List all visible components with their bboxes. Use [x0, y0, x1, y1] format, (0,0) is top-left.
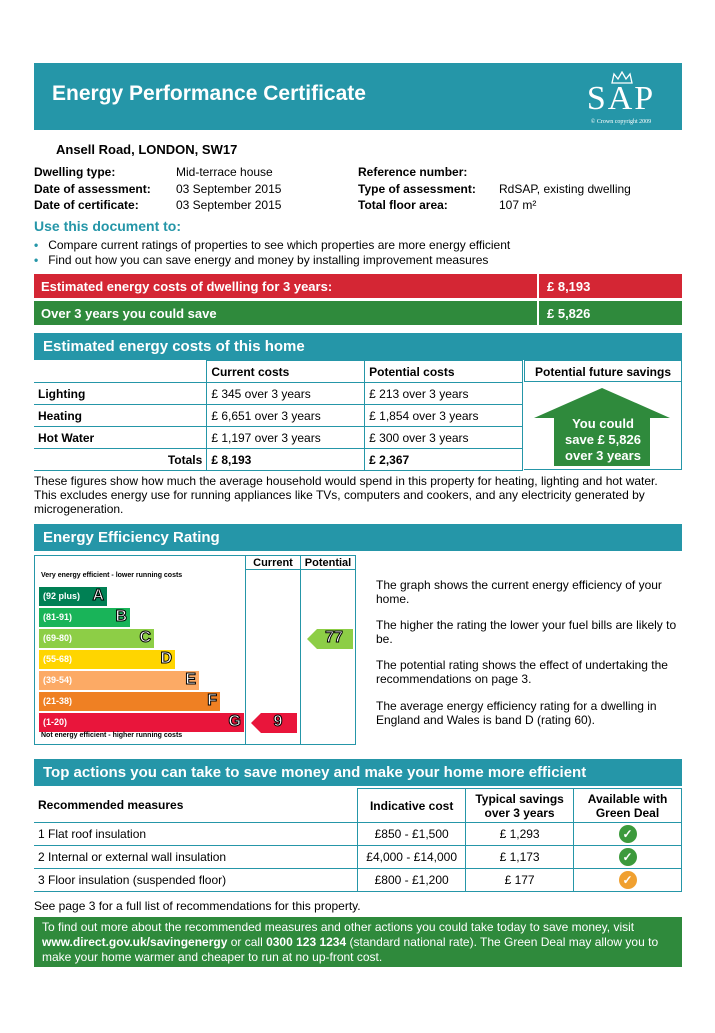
- col-green-deal: Available with Green Deal: [574, 789, 682, 823]
- see-page-note: See page 3 for a full list of recommendations for this property.: [34, 899, 361, 913]
- property-address: Ansell Road, LONDON, SW17: [56, 142, 238, 157]
- green-deal-cell: [574, 869, 682, 892]
- band-range: (81-91): [43, 612, 73, 622]
- total-potential: £ 2,367: [365, 449, 523, 471]
- current-rating-value: 9: [273, 713, 283, 730]
- costs-section-title: Estimated energy costs of this home: [34, 333, 682, 360]
- band-letter: C: [139, 629, 151, 646]
- band-range: (39-54): [43, 675, 73, 685]
- rating-band-a: [39, 587, 107, 606]
- dwelling-type-value: Mid-terrace house: [176, 165, 273, 179]
- rating-text: The higher the rating the lower your fuel bills are likely to be.: [376, 618, 677, 646]
- actions-section-title: Top actions you can take to save money and make your home more efficient: [34, 759, 682, 786]
- use-bullet: • Compare current ratings of properties to see which properties are more energy efficient: [34, 238, 511, 252]
- rating-band-c: [39, 629, 154, 648]
- rating-band-b: [39, 608, 130, 627]
- dwelling-type-label: Dwelling type:: [34, 165, 116, 179]
- potential-rating-marker: [307, 629, 353, 654]
- use-bullet: • Find out how you can save energy and money by installing improvement measures: [34, 253, 489, 267]
- band-letter: A: [92, 587, 104, 604]
- rating-chart: [34, 555, 356, 745]
- savings-value: £ 5,826: [537, 301, 682, 325]
- measure-saving: £ 177: [466, 869, 574, 892]
- details-left-values: [176, 164, 281, 214]
- measure-cost: £850 - £1,500: [358, 823, 466, 846]
- row-label: Heating: [34, 405, 207, 427]
- row-label: Hot Water: [34, 427, 207, 449]
- measure-cost: £800 - £1,200: [358, 869, 466, 892]
- potential-cost: £ 213 over 3 years: [365, 383, 523, 405]
- rating-band-g: [39, 713, 244, 732]
- crown-icon: [610, 71, 634, 85]
- certificate-header: [34, 63, 682, 130]
- potential-cost: £ 300 over 3 years: [365, 427, 523, 449]
- band-range: (69-80): [43, 633, 73, 643]
- table-row: [34, 383, 523, 405]
- savings-arrow-text: You could save £ 5,826 over 3 years: [565, 416, 641, 463]
- col-potential-rating: Potential: [304, 557, 352, 569]
- band-letter: B: [115, 608, 127, 625]
- estimated-cost-value: £ 8,193: [537, 274, 682, 298]
- table-row: [34, 405, 523, 427]
- sap-copyright: © Crown copyright 2009: [590, 119, 652, 125]
- certificate-date-value: 03 September 2015: [176, 198, 282, 212]
- current-rating-marker: [251, 713, 297, 738]
- use-title: Use this document to:: [34, 218, 182, 234]
- rating-band-e: [39, 671, 199, 690]
- details-right-values: [499, 164, 631, 214]
- table-row: [34, 846, 682, 869]
- bullet-text: Compare current ratings of properties to see which properties are more energy efficient: [48, 238, 511, 252]
- band-letter: E: [185, 671, 196, 688]
- savings-label: Over 3 years you could save: [41, 306, 217, 321]
- measure-saving: £ 1,173: [466, 846, 574, 869]
- measure-saving: £ 1,293: [466, 823, 574, 846]
- estimated-cost-bar: [34, 274, 682, 298]
- costs-table: [34, 360, 523, 471]
- details-right: [358, 164, 476, 214]
- band-range: (92 plus): [43, 591, 81, 601]
- bullet-text: Find out how you can save energy and money by installing improvement measures: [48, 253, 489, 267]
- band-range: (1-20): [43, 717, 68, 727]
- band-letter: D: [160, 650, 172, 667]
- band-letter: F: [207, 692, 217, 709]
- floor-area-value: 107 m²: [499, 198, 537, 212]
- details-left: [34, 164, 151, 214]
- measure-cost: £4,000 - £14,000: [358, 846, 466, 869]
- savings-arrow-box: [524, 382, 682, 470]
- table-row: [34, 427, 523, 449]
- table-row: [34, 823, 682, 846]
- rating-text: The potential rating shows the effect of undertaking the recommendations on page 3.: [376, 658, 668, 686]
- rating-band-f: [39, 692, 220, 711]
- totals-row: [34, 449, 523, 471]
- potential-rating-value: 77: [325, 629, 343, 646]
- check-icon: ✓: [619, 825, 637, 843]
- measure-label: 2 Internal or external wall insulation: [34, 846, 358, 869]
- estimated-cost-label: Estimated energy costs of dwelling for 3 years:: [41, 279, 333, 294]
- current-cost: £ 345 over 3 years: [207, 383, 365, 405]
- rating-text: The average energy efficiency rating for a dwelling in England and Wales is band D (rating 60).: [376, 699, 657, 727]
- reference-label: Reference number:: [358, 165, 468, 179]
- total-current: £ 8,193: [207, 449, 365, 471]
- col-potential-costs: Potential costs: [365, 361, 523, 383]
- rating-band-d: [39, 650, 175, 669]
- phone-number: 0300 123 1234: [266, 935, 347, 949]
- band-range: (55-68): [43, 654, 73, 664]
- footer-info: To find out more about the recommended measures and other actions you could take today to save money, visit www.direct.gov.uk/savingenergy or call 0300 123 1234 (standard national rate). The Green Deal may allow you to make your home warmer and cheaper to run at no up-front cost.: [34, 917, 682, 967]
- rating-text: The graph shows the current energy efficiency of your home.: [376, 578, 662, 606]
- savings-bar: [34, 301, 682, 325]
- certificate-title: Energy Performance Certificate: [52, 82, 366, 105]
- col-typical-savings: Typical savings over 3 years: [466, 789, 574, 823]
- band-range: (21-38): [43, 696, 73, 706]
- rating-bottom-label: Not energy efficient - higher running costs: [41, 732, 183, 739]
- sap-letters: SAP: [586, 80, 656, 117]
- check-icon: ✓: [619, 848, 637, 866]
- current-cost: £ 6,651 over 3 years: [207, 405, 365, 427]
- col-current-rating: Current: [253, 557, 293, 569]
- assessment-type-label: Type of assessment:: [358, 181, 476, 196]
- check-icon: ✓: [619, 871, 637, 889]
- totals-label: Totals: [34, 449, 207, 471]
- col-future-savings: Potential future savings: [524, 360, 682, 382]
- actions-table: [34, 788, 682, 892]
- certificate-date-label: Date of certificate:: [34, 198, 139, 212]
- green-deal-cell: [574, 823, 682, 846]
- assessment-date-label: Date of assessment:: [34, 181, 151, 196]
- col-measures: Recommended measures: [34, 789, 358, 823]
- band-letter: G: [228, 713, 241, 730]
- current-cost: £ 1,197 over 3 years: [207, 427, 365, 449]
- measure-label: 1 Flat roof insulation: [34, 823, 358, 846]
- sap-logo: [576, 71, 666, 127]
- measure-label: 3 Floor insulation (suspended floor): [34, 869, 358, 892]
- row-label: Lighting: [34, 383, 207, 405]
- floor-area-label: Total floor area:: [358, 198, 448, 212]
- savingenergy-link[interactable]: www.direct.gov.uk/savingenergy: [42, 935, 228, 949]
- costs-note: These figures show how much the average household would spend in this property for heating, lighting and hot water. This excludes energy use for running appliances like TVs, computers and cookers, and any electricity generated by microgeneration.: [34, 474, 658, 516]
- rating-top-label: Very energy efficient - lower running costs: [41, 572, 183, 579]
- table-row: [34, 869, 682, 892]
- potential-cost: £ 1,854 over 3 years: [365, 405, 523, 427]
- rating-section-title: Energy Efficiency Rating: [34, 524, 682, 551]
- reference-value: [499, 164, 631, 181]
- assessment-date-value: 03 September 2015: [176, 181, 282, 196]
- green-deal-cell: [574, 846, 682, 869]
- col-current-costs: Current costs: [207, 361, 365, 383]
- assessment-type-value: RdSAP, existing dwelling: [499, 181, 631, 196]
- col-indicative-cost: Indicative cost: [358, 789, 466, 823]
